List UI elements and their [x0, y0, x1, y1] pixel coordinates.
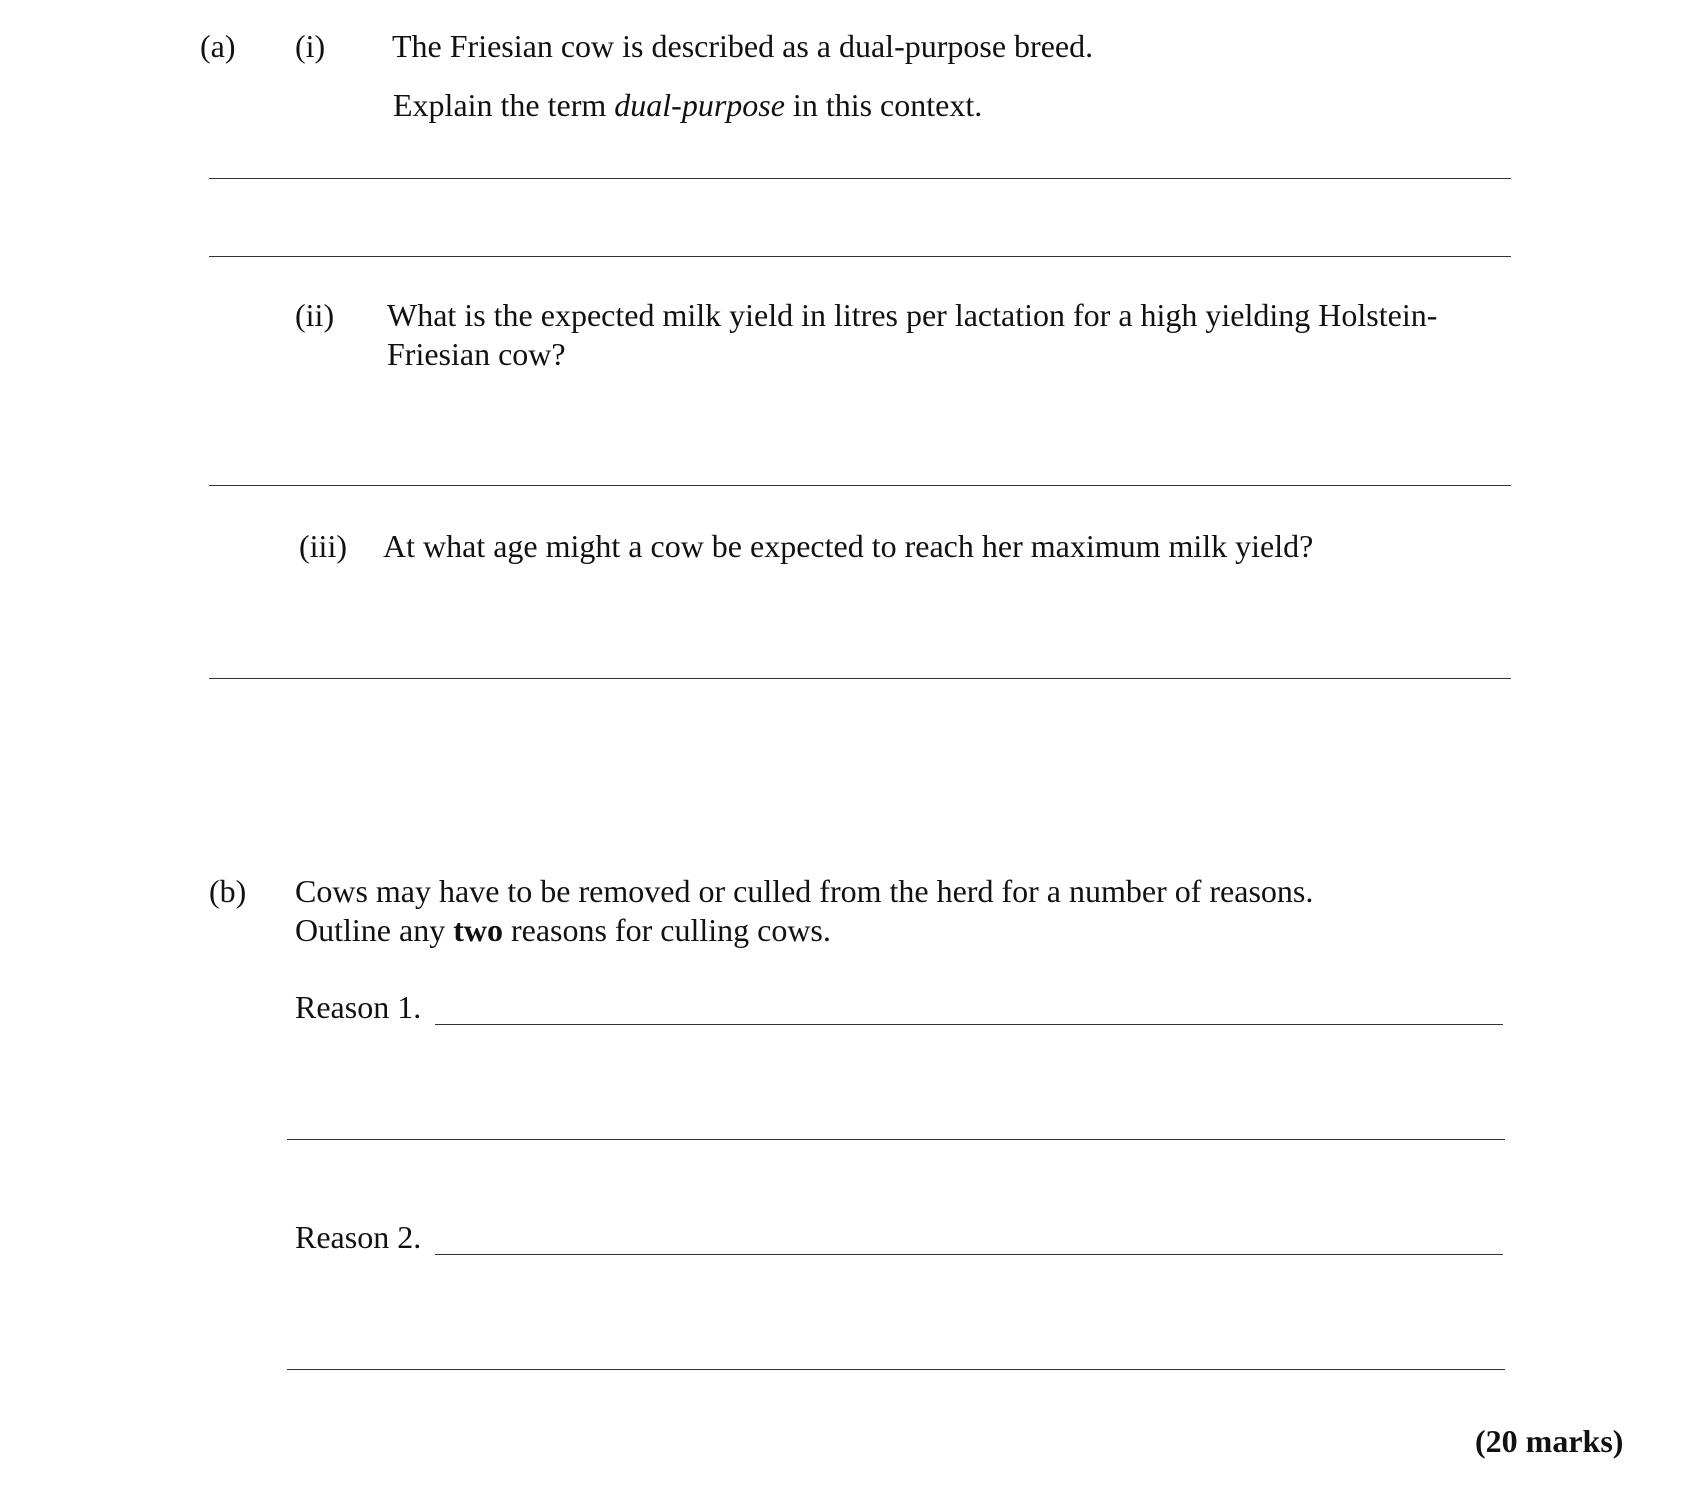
- question-a-ii-text-line2: Friesian cow?: [387, 336, 566, 372]
- reason-1-answer-line-1[interactable]: [435, 1024, 1503, 1025]
- question-a-ii-text-line1: What is the expected milk yield in litres per lactation for a high yielding Holstein-: [387, 297, 1438, 333]
- outline-suffix: reasons for culling cows.: [502, 912, 831, 948]
- term-dual-purpose: dual-purpose: [614, 87, 785, 123]
- emphasis-two: two: [453, 912, 503, 948]
- reason-2-answer-line-2[interactable]: [287, 1369, 1505, 1370]
- question-a-i-instruction: [393, 86, 982, 124]
- reason-1-answer-line-2[interactable]: [287, 1139, 1505, 1140]
- question-a-i-text: The Friesian cow is described as a dual-purpose breed.: [392, 28, 1094, 64]
- instruction-prefix: Explain the term: [393, 87, 615, 123]
- part-b-text-line2: [295, 911, 831, 949]
- part-a-label: (a): [200, 28, 236, 64]
- answer-line-a-iii[interactable]: [209, 678, 1511, 679]
- instruction-suffix: in this context.: [784, 87, 983, 123]
- question-a-ii-label: (ii): [295, 297, 335, 333]
- reason-2-label: Reason 2.: [295, 1219, 422, 1255]
- question-a-iii-label: (iii): [299, 528, 347, 564]
- outline-prefix: Outline any: [295, 912, 454, 948]
- question-a-i-label: (i): [295, 28, 326, 64]
- question-a-iii-text: At what age might a cow be expected to reach her maximum milk yield?: [383, 528, 1314, 564]
- answer-line-a-i-1[interactable]: [209, 178, 1511, 179]
- part-b-label: (b): [209, 873, 247, 909]
- answer-line-a-ii[interactable]: [209, 485, 1511, 486]
- part-b-text-line1: Cows may have to be removed or culled from the herd for a number of reasons.: [295, 873, 1314, 909]
- reason-2-answer-line-1[interactable]: [435, 1254, 1503, 1255]
- reason-1-label: Reason 1.: [295, 989, 422, 1025]
- answer-line-a-i-2[interactable]: [209, 256, 1511, 257]
- marks-total: (20 marks): [1475, 1423, 1624, 1459]
